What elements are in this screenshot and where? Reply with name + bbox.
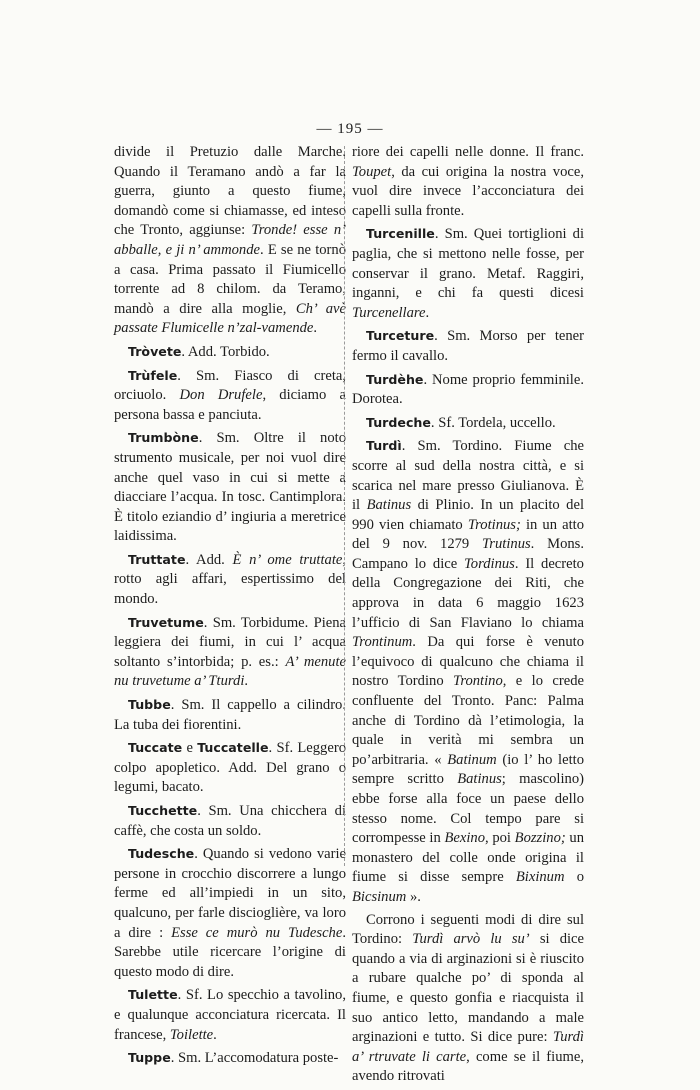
entry-headword: Truvetume: [128, 614, 204, 630]
italic-text: A’ menute nu truvetume a’ Tturdi: [114, 653, 346, 690]
text-run: . Sarebbe utile ricercare l’origine di questo modo di dire.: [114, 924, 346, 980]
entry-headword: Tubbe: [128, 697, 171, 713]
entry-headword: Turceture: [366, 328, 435, 344]
entry-headword: Tuccate: [128, 740, 183, 756]
text-run: riore dei capelli nelle donne. Il franc.: [352, 144, 584, 160]
italic-text: Bexino: [444, 830, 485, 847]
text-run: e: [182, 740, 198, 757]
dictionary-entry: [114, 366, 346, 426]
text-run: o: [564, 869, 585, 886]
entry-headword: Turdeche: [366, 414, 431, 430]
entry-headword: Truttate: [128, 551, 186, 567]
italic-text: Toilette: [169, 1026, 214, 1043]
italic-text: Turdì a’ rtruvate li carte: [352, 1029, 584, 1065]
text-run: . Sm. Oltre il noto strumento musicale, per noi vuol dire anche quel vaso in cui si mette a diacciare l’acqua. In tosc. Cantimplora. È titolo eziandio d’ ingiuria a meretrice laidissima.: [114, 430, 346, 545]
text-run: . Quando si vedono varie persone in crocchio discorrere a lungo ferme ed all’impiedi in un sito, qualcuno, per farle discioglière, va loro a dire :: [114, 846, 346, 941]
italic-text: Batinum: [447, 751, 497, 768]
text-run: , come se il fiume, avendo ritrovati: [352, 1048, 584, 1085]
text-run: , poi: [485, 830, 515, 847]
text-run: . Nome proprio femminile. Dorotea.: [352, 371, 584, 408]
text-run: . Add.: [185, 551, 233, 568]
dictionary-entry: [114, 550, 346, 610]
text-run: (io l’ ho letto sempre scritto: [352, 751, 584, 788]
entry-headword: Turcenille: [366, 226, 435, 242]
text-run: . Il decreto della Congregazione dei Riti, che approva in data 6 maggio 1623 l’ufficio di San Flaviano lo chiama: [352, 555, 584, 631]
entry-headword: Trumbòne: [128, 430, 199, 446]
text-run: divide il Pretuzio dalle Marche. Quando il Teramano andò a far la guerra, giunto a questo fiume, domandò come si chiamasse, ed inteso che Tronto, aggiunse:: [114, 144, 346, 239]
italic-text: Trutinus: [482, 536, 531, 553]
italic-text: Bicsinum: [352, 888, 407, 905]
text-run: .: [313, 320, 318, 337]
text-run: si dice quando a via di arginazioni si è riuscito a rubare qualche po’ di sponda al fiume, e questo gonfia e riacquista il suo antico letto, mandando a male arginazioni e tutto. Si dice pure:: [352, 931, 584, 1046]
italic-text: Turdì arvò lu su’: [412, 931, 530, 948]
dictionary-entry: [114, 985, 346, 1045]
italic-text: Trontino: [453, 673, 503, 690]
entry-headword: Trùfele: [128, 367, 178, 383]
dictionary-entry: [352, 224, 584, 323]
text-run: . Sm. Una chicchera di caffè, che costa un soldo.: [114, 803, 346, 839]
dictionary-entry: [114, 428, 346, 547]
dictionary-entry: [352, 911, 584, 1087]
page-number: — 195 —: [316, 121, 384, 137]
italic-text: Toupet: [352, 163, 392, 180]
dictionary-entry: [114, 844, 346, 982]
paragraph-continuation: [352, 143, 584, 221]
dictionary-entry: [352, 326, 584, 366]
text-run: .: [244, 673, 249, 690]
text-run: .: [425, 304, 430, 321]
dictionary-entry: [114, 1048, 346, 1069]
italic-text: È n’ ome truttate: [232, 551, 343, 568]
text-run: ; mascolino) ebbe forse alla foce un paese dello stesso nome. Col tempo pare si corrompesse in: [352, 771, 584, 847]
text-run: di Plinio. In un placito del 990 vien chiamato: [352, 497, 584, 533]
text-run: . Mons. Campano lo dice: [352, 536, 584, 572]
dictionary-entry: [352, 436, 584, 907]
paragraph-continuation: [114, 143, 346, 339]
text-run: un monastero del colle onde origina il fiume si disse sempre: [352, 830, 585, 886]
text-run: , diciamo a persona bassa e panciuta.: [114, 387, 346, 423]
text-run: , rotto agli affari, espertissimo del mondo.: [114, 551, 347, 608]
entry-headword: Tuccatelle: [197, 740, 269, 756]
entry-headword: Tròvete: [128, 343, 182, 359]
text-run: Corrono i seguenti modi di dire sul Tordino:: [352, 911, 584, 948]
text-run: . E se ne tornò a casa. Prima passato il Fiumicello torrente ad 8 chilom. da Teramo, mandò a dire alla moglie,: [114, 241, 346, 317]
dictionary-entry: [352, 370, 584, 410]
text-run: . Sm. Morso per tener fermo il cavallo.: [352, 328, 584, 364]
text-run: . Sm. Tordino. Fiume che scorre al sud della nostra città, e si scarica nel mare presso Giulianova. È il: [352, 438, 584, 514]
italic-text: Trontinum: [352, 634, 413, 651]
entry-headword: Tulette: [128, 987, 178, 1003]
italic-text: Bozzino;: [514, 830, 566, 847]
text-run: . Sm. Fiasco di creta, orciuolo.: [114, 367, 346, 404]
column-divider: [344, 146, 345, 866]
entry-headword: Turdèhe: [366, 371, 424, 387]
italic-text: Don Drufele: [179, 387, 263, 404]
text-run: in un atto del 9 nov. 1279: [352, 516, 585, 553]
text-run: . Sf. Lo specchio a tavolino, e qualunque acconciatura ricercata. Il francese,: [114, 987, 346, 1043]
italic-text: Turcenellare: [352, 304, 426, 321]
dictionary-entry: [352, 413, 584, 434]
entry-headword: Tucchette: [128, 803, 198, 818]
italic-text: Tordinus: [464, 555, 515, 572]
text-run: ».: [406, 888, 421, 905]
text-run: . Sf. Tordela, uccello.: [430, 414, 556, 431]
entry-headword: Turdì: [366, 438, 402, 454]
italic-text: Ch’ avè passate Flumicelle n’zal-vamende: [114, 300, 346, 337]
italic-text: Batinus: [457, 771, 502, 788]
dictionary-entry: [114, 613, 346, 692]
dictionary-entry: [114, 801, 346, 841]
dictionary-entry: [114, 695, 346, 735]
text-run: . Sm. Torbidume. Piena leggiera dei fiumi, in cui l’ acqua soltanto s’intorbida; p. es.:: [114, 614, 346, 670]
text-run: . Da qui forse è venuto l’equivoco di qualcuno che chiama il nostro Tordino: [352, 634, 584, 690]
italic-text: Batinus: [366, 497, 412, 514]
entry-headword: Tudesche: [128, 846, 195, 862]
left-column: [114, 143, 346, 1072]
dictionary-entry: [114, 342, 346, 363]
italic-text: Bixinum: [515, 869, 565, 886]
text-run: . Sm. Quei tortiglioni di paglia, che si mettono nelle fosse, per conservar il grano. Metaf. Raggiri, inganni, e chi fa questi dicesi: [352, 226, 584, 302]
text-run: . Add. Torbido.: [181, 343, 270, 360]
entry-headword: Tuppe: [128, 1050, 171, 1066]
dictionary-entry: [114, 738, 346, 798]
text-run: .: [213, 1026, 217, 1043]
text-run: , da cui origina la nostra voce, vuol dire invece l’acconciatura dei capelli sulla fronte.: [352, 163, 584, 219]
text-run: . Sf. Leggero colpo apopletico. Add. Del grano o legumi, bacato.: [114, 740, 346, 796]
italic-text: Trotinus;: [467, 516, 521, 533]
text-run: . Sm. L’accomodatura poste-: [170, 1050, 339, 1067]
italic-text: Esse ce murò nu Tudesche: [171, 924, 343, 941]
right-column: [352, 143, 584, 1090]
text-run: . Sm. Il cappello a cilindro. La tuba dei fiorentini.: [114, 697, 346, 733]
text-run: , e lo crede confluente del Tronto. Panc: Palma anche di Tordino dà l’etimologia, la quale in verità mi sembra un po’arbitraria. «: [352, 673, 585, 768]
italic-text: Tronde! esse n’ abballe, e ji n’ ammonde: [114, 222, 346, 258]
